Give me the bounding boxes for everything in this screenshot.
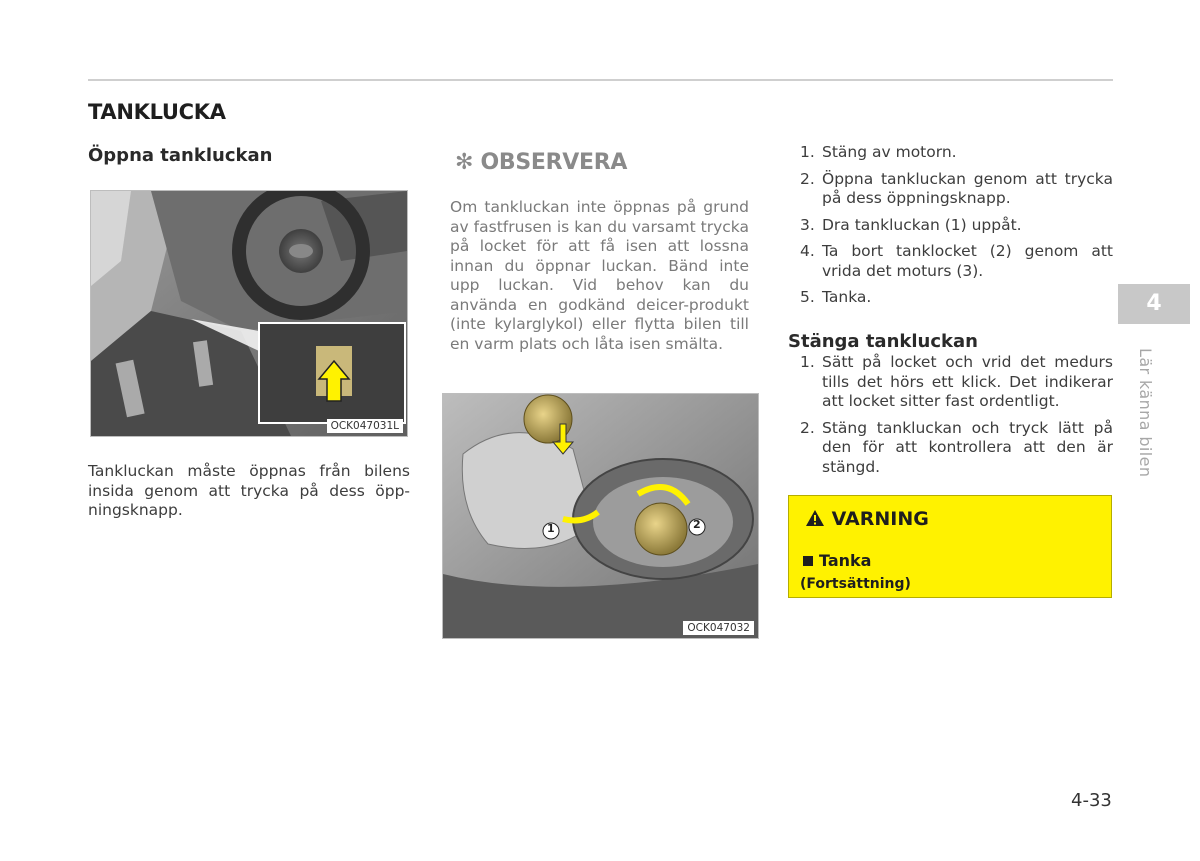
section-title: TANKLUCKA xyxy=(88,100,226,124)
figure-code: OCK047031L xyxy=(327,419,403,433)
list-item: 2. Stäng tankluckan och tryck lätt på den för att kontrollera att den är stängd. xyxy=(800,418,1113,476)
open-steps xyxy=(788,143,1113,308)
page-number: 4-33 xyxy=(1071,790,1112,811)
list-item: 5. Tanka. xyxy=(800,288,872,306)
warning-continued: (Fortsättning) xyxy=(800,576,911,592)
warning-subtitle: Tanka xyxy=(819,551,872,570)
close-heading: Stänga tankluckan xyxy=(788,331,978,352)
warning-triangle-icon xyxy=(805,509,825,527)
asterisk-icon: ✻ xyxy=(455,150,474,175)
warning-title-row xyxy=(805,508,929,530)
square-bullet-icon xyxy=(803,556,813,566)
note-title: OBSERVERA xyxy=(480,150,628,175)
callout-1: 1 xyxy=(547,522,555,535)
list-item: 3. Dra tankluckan (1) uppåt. xyxy=(800,215,1022,234)
open-heading: Öppna tankluckan xyxy=(88,145,273,166)
list-item: 1. Sätt på locket och vrid det medurs tills det hörs ett klick. Det indikerar att locket sitter fast ordentligt. xyxy=(800,353,1113,410)
open-paragraph: Tankluckan måste öppnas från bilens insida genom att trycka på dess öpp-ningsknapp. xyxy=(88,462,410,519)
note-text: Om tankluckan inte öppnas på grund av fastfrusen is kan du varsamt trycka på locket för att få isen att lossna innan du öppnar luckan. Bänd inte upp luckan. Vid behov kan du använda en godkänd deicer-produkt (inte kylarglykol) eller flytta bilen till en varm plats och låta isen smälta. xyxy=(450,198,749,353)
close-steps xyxy=(788,353,1113,477)
list-item: 4. Ta bort tanklocket (2) genom att vrida det moturs (3). xyxy=(800,242,1113,280)
top-rule xyxy=(88,79,1113,81)
list-item: 2. Öppna tankluckan genom att trycka på dess öppningsknapp. xyxy=(800,169,1113,207)
list-item: 1. Stäng av motorn. xyxy=(800,143,957,161)
figure-interior xyxy=(90,190,408,437)
chapter-title: Lär känna bilen xyxy=(1136,348,1155,478)
figure-code: OCK047032 xyxy=(683,621,754,635)
callout-2: 2 xyxy=(693,518,701,531)
note-title-row xyxy=(455,150,627,175)
warning-subtitle-row xyxy=(803,551,871,570)
chapter-tab: 4 xyxy=(1118,284,1190,324)
figure-fuel-door xyxy=(442,393,759,639)
warning-title: VARNING xyxy=(831,508,929,530)
interior-illustration xyxy=(91,191,407,436)
fuel-door-illustration xyxy=(443,394,758,638)
warning-box xyxy=(788,495,1112,598)
